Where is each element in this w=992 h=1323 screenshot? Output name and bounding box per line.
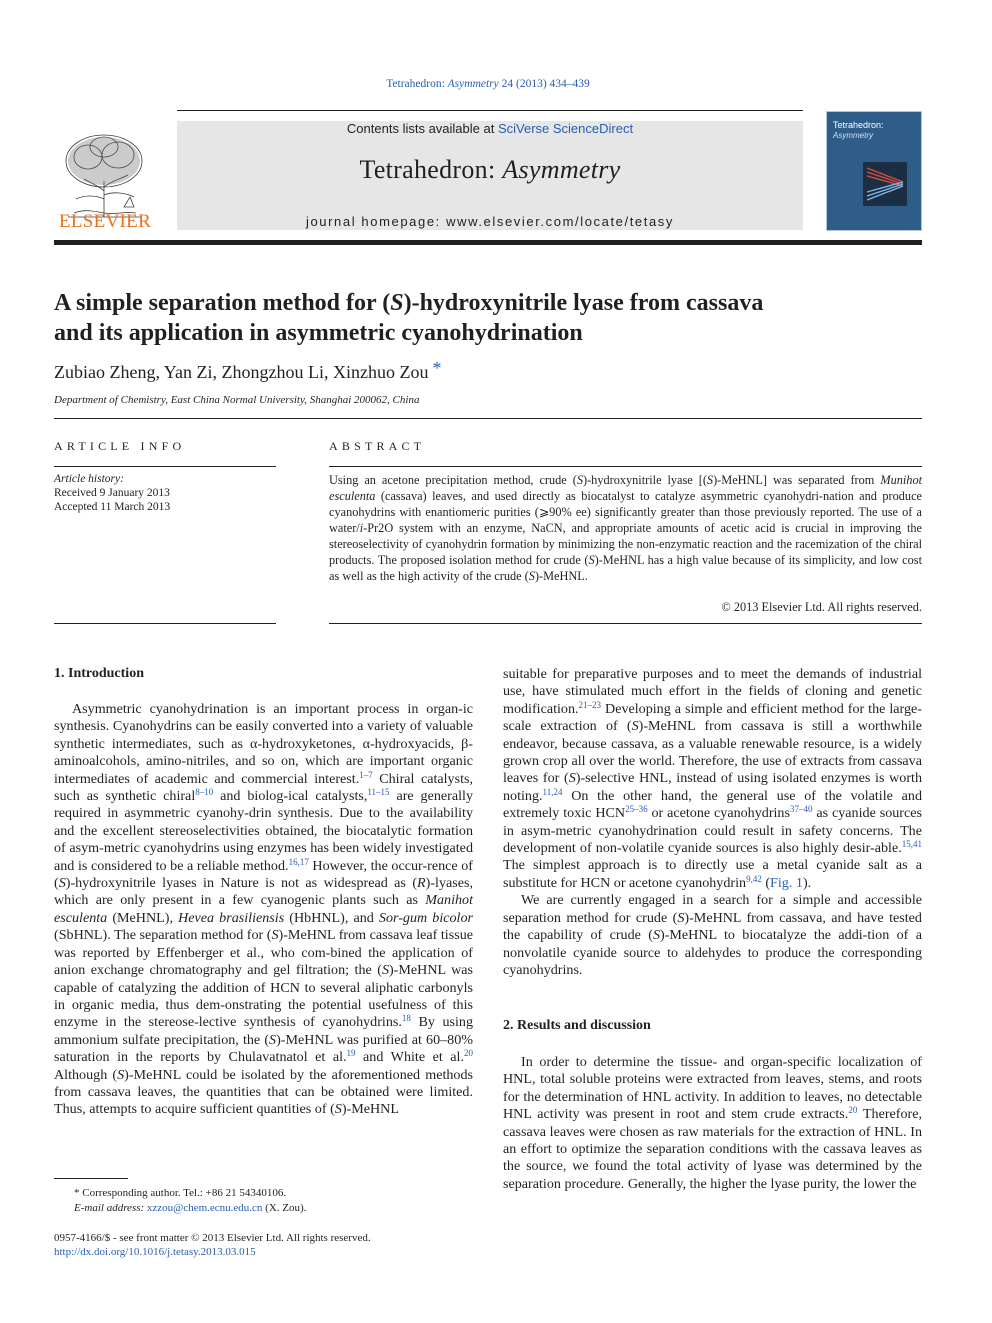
cover-title: Tetrahedron: <box>833 120 884 130</box>
results-heading: 2. Results and discussion <box>503 1018 651 1033</box>
article-info-heading: ARTICLE INFO <box>54 439 186 453</box>
article-history: Article history: Received 9 January 2013 Accepted 11 March 2013 <box>54 473 171 513</box>
issn-line: 0957-4166/$ - see front matter © 2013 Elsevier Ltd. All rights reserved. <box>54 1232 371 1244</box>
contents-availability: Contents lists available at SciVerse ScienceDirect <box>346 121 634 136</box>
email-link[interactable]: xzzou@chem.ecnu.edu.cn <box>146 1202 263 1214</box>
abstract-text: Using an acetone precipitation method, crude (S)-hydroxynitrile lyase [(S)-MeHNL] was separated from Munihot esculenta (cassava) leaves, and used directly as biocatalyst to catalyze asymmetric cyanohydri-nation and produce cyanohydrins with enantiomeric purities (⩾90% ee) significantly greater than those previously reported. The use of a water/i-Pr2O system with an enzyme, NaCN, and appropriate amounts of acetic acid is crucial in improving the stereoselectivity of cyanohydrin formation by minimizing the non-enzymatic reaction and the racemization of the chiral products. The proposed isolation method for crude (S)-MeHNL has a high value because of its simplicity, and low cost as well as the high activity of the crude (S)-MeHNL. <box>329 473 923 583</box>
header-divider <box>177 110 803 111</box>
abstract-rule-bottom <box>329 623 922 624</box>
homepage-url[interactable]: www.elsevier.com/locate/tetasy <box>446 214 674 229</box>
front-matter <box>54 1231 371 1259</box>
elsevier-wordmark[interactable]: ELSEVIER <box>58 211 152 232</box>
journal-ref-name[interactable]: Tetrahedron: Asymmetry 24 (2013) 434–439 <box>386 78 590 90</box>
results-body: In order to determine the tissue- and organ-specific localization of HNL, total soluble proteins were extracted from leaves, stems, and roots for the determination of HNL activity. In addition to leaves, no detectable HNL activity was present in root and stem crude extracts.$^{20}$ Therefore, cassava leaves were chosen as raw materials for the extraction of HNL. In an effort to optimize the separation conditions with the cassava leaves as the source, we found the total activity of lyase was determined by the separation procedure. Generally, the higher the lyase purity, the lower the <box>503 1054 922 1192</box>
received-date: Received 9 January 2013 <box>54 487 170 499</box>
cover-subtitle: Asymmetry <box>833 131 873 140</box>
affiliation: Department of Chemistry, East China Normal University, Shanghai 200062, China <box>54 394 420 406</box>
email-footnote: E-mail address: xzzou@chem.ecnu.edu.cn (X. Zou). <box>74 1202 307 1214</box>
journal-reference[interactable] <box>0 78 976 90</box>
introduction-heading: 1. Introduction <box>54 666 144 681</box>
header-thick-divider <box>54 240 922 245</box>
author-list: Zubiao Zheng, Yan Zi, Zhongzhou Li, Xinzhuo Zou * <box>54 358 442 382</box>
article-info-rule <box>54 466 276 467</box>
cover-artwork-icon <box>863 162 907 206</box>
journal-cover-thumbnail[interactable] <box>826 111 922 231</box>
abstract-copyright: © 2013 Elsevier Ltd. All rights reserved. <box>721 600 922 614</box>
article-title: A simple separation method for (S)-hydroxynitrile lyase from cassava and its application in asymmetric cyanohydrination <box>54 290 764 346</box>
footnotes <box>54 1186 306 1216</box>
article-info-rule-bottom <box>54 623 276 624</box>
footnote-rule <box>54 1178 128 1179</box>
sciencedirect-link[interactable]: SciVerse ScienceDirect <box>497 121 634 136</box>
corresponding-author-footnote: * Corresponding author. Tel.: +86 21 54340106. <box>74 1187 287 1199</box>
doi-link[interactable]: http://dx.doi.org/10.1016/j.tetasy.2013.03.015 <box>54 1246 256 1258</box>
abstract-rule <box>329 466 922 467</box>
affiliation-divider <box>54 418 922 419</box>
journal-title: Tetrahedron: Asymmetry <box>359 155 621 184</box>
accepted-date: Accepted 11 March 2013 <box>54 501 171 513</box>
introduction-body-right: suitable for preparative purposes and to meet the demands of industrial use, have stimulated much effort in the fields of cloning and genetic modification.$^{21-23}$ Developing a simple and efficient method for the large-scale extraction of (S)-MeHNL from cassava is still a worthwhile endeavor, because cassava, as a valuable renewable resource, is a widely grown crop all over the world. Therefore, the use of extracts from cassava leaves for (S)-selective HNL, instead of using isolated enzymes is worth noting.$^{11,24}$ On the other hand, the general use of the volatile and extremely toxic HCN$^{25-36}$ or acetone cyanohydrins$^{37-40}$ as cyanide sources in asym-metric cyanohydrination could result in safety concerns. The development of non-volatile cyanide sources is also highly desir-able.$^{15,41}$ The simplest approach is to directly use a metal cyanide salt as a substitute for HCN or acetone cyanohydrin$^{9,42}$ (Fig. 1). We are currently engaged in a search for a simple and accessible separation method for crude (S)-MeHNL from cassava, and have tested the capability of crude (S)-MeHNL to biocatalyze the addi-tion of a nonvolatile cyanide source to aldehydes to produce the corresponding cyanohydrins. <box>503 666 922 978</box>
corresponding-author-mark[interactable]: * <box>432 358 442 378</box>
introduction-body-left: Asymmetric cyanohydrination is an important process in organ-ic synthesis. Cyanohydrins can be easily converted into a variety of valuable synthetic intermediates, such as α-hydroxyketones, α-hydroxyacids, β-aminoalcohols, amino-nitriles, and so on, which are important organic intermediates of academic and commercial interest.$^{1-7}$ Chiral catalysts, such as synthetic chiral$^{8-10}$ and biolog-ical catalysts,$^{11-15}$ are generally required in asymmetric cyanohy-drin synthesis. Due to the availability and the excellent stereoselectivities obtained, the biocatalytic formation of asym-metric cyanohydrins using enzymes has been widely investigated and is considered to be a reliable method.$^{16,17}$ However, the occur-rence of (S)-hydroxynitrile lyases in Nature is not as widespread as (R)-lyases, which are only present in a few cyanogenic plants such as Manihot esculenta (MeHNL), Hevea brasiliensis (HbHNL), and Sor-gum bicolor (SbHNL). The separation method for (S)-MeHNL from cassava leaf tissue was reported by Effenberger et al., who com-bined the application of anion exchange chromatography and gel filtration; the (S)-MeHNL was capable of catalyzing the addition of HCN to several aliphatic carbonyls in organic media, thus dem-onstrating the potential usefulness of this enzyme in the stereose-lective synthesis of cyanohydrins.$^{18}$ By using ammonium sulfate precipitation, the (S)-MeHNL was purified at 60–80% saturation in the reports by Chulavatnatol et al.$^{19}$ and White et al.$^{20}$ Although (S)-MeHNL could be isolated by the aforementioned methods from cassava leaves, the quantities that can be obtained were limited. Thus, attempts to acquire sufficient quantities of (S)-MeHNL <box>54 701 474 1118</box>
abstract-heading: ABSTRACT <box>329 439 426 453</box>
journal-homepage: journal homepage: www.elsevier.com/locate/tetasy <box>305 214 674 229</box>
